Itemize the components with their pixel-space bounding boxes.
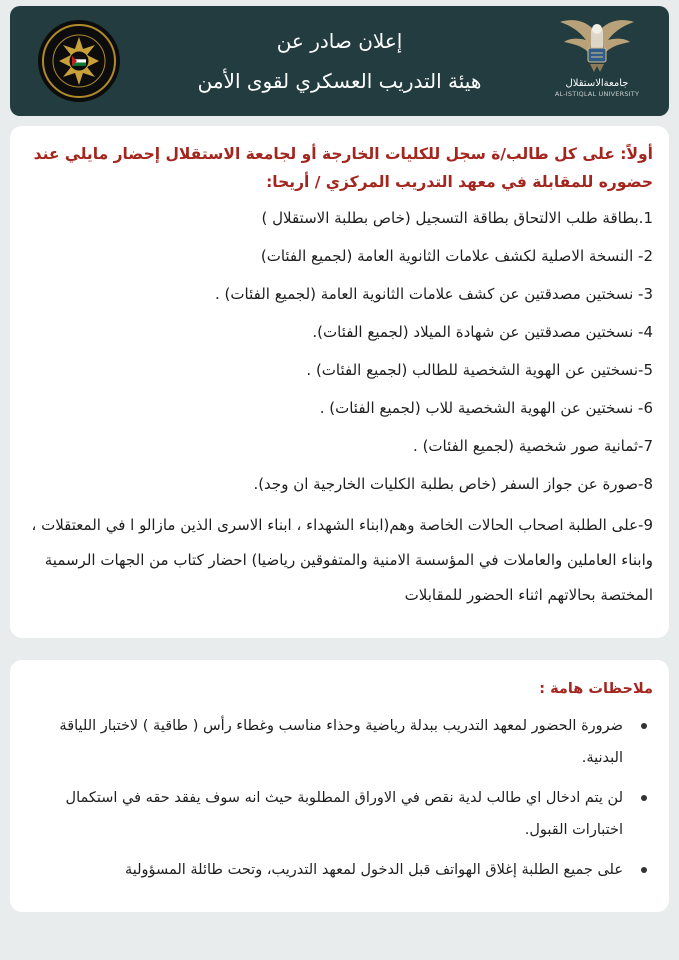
university-name-english: AL-ISTIQLAL UNIVERSITY xyxy=(554,90,640,98)
requirement-item: 5-نسختين عن الهوية الشخصية للطالب (لجميع الفئات) . xyxy=(306,361,653,379)
requirement-item: 6- نسختين عن الهوية الشخصية للاب (لجميع الفئات) . xyxy=(319,399,653,417)
header-commission-name: هيئة التدريب العسكري لقوى الأمن xyxy=(197,69,482,93)
note-item xyxy=(24,782,653,846)
note-text: على جميع الطلبة إغلاق الهواتف قبل الدخول لمعهد التدريب، وتحت طائلة المسؤولية xyxy=(124,862,623,878)
notes-card xyxy=(10,660,669,912)
note-text: لن يتم ادخال اي طالب لدية نقص في الاوراق المطلوبة حيث انه سوف يفقد حقه في استكمال اختبارات القبول. xyxy=(65,790,623,838)
requirement-item: 7-ثمانية صور شخصية (لجميع الفئات) . xyxy=(413,437,653,455)
eagle-icon xyxy=(558,14,636,76)
bullet-icon xyxy=(641,795,647,801)
requirements-intro: أولاً: على كل طالب/ة سجل للكليات الخارجة أو لجامعة الاستقلال إحضار مايلي عند حضوره للمقابلة في معهد التدريب المركزي / أريحا: xyxy=(33,145,653,191)
note-text: ضرورة الحضور لمعهد التدريب ببدلة رياضية وحذاء مناسب وغطاء رأس ( طاقية ) لاختبار اللياقة البدنية. xyxy=(59,718,623,766)
requirement-item: 4- نسختين مصدقتين عن شهادة الميلاد (لجميع الفئات). xyxy=(312,323,653,341)
university-logo xyxy=(549,14,645,112)
header-titles xyxy=(150,6,529,116)
bullet-icon xyxy=(641,867,647,873)
requirements-card xyxy=(10,126,669,638)
requirement-item: 2- النسخة الاصلية لكشف علامات الثانوية العامة (لجميع الفئات) xyxy=(260,247,653,265)
requirement-item: 8-صورة عن جواز السفر (خاص بطلبة الكليات الخارجية ان وجد). xyxy=(253,475,653,493)
header-issued-by: إعلان صادر عن xyxy=(276,29,403,53)
seal-emblem-icon xyxy=(41,23,117,99)
notes-list xyxy=(24,710,653,886)
note-item xyxy=(24,854,653,886)
requirements-list xyxy=(24,204,653,613)
announcement-header xyxy=(10,6,669,116)
requirement-item: 1.بطاقة طلب الالتحاق بطاقة التسجيل (خاص بطلبة الاستقلال ) xyxy=(261,209,653,227)
notes-title: ملاحظات هامة : xyxy=(539,681,653,697)
training-commission-seal xyxy=(38,20,120,102)
bullet-icon xyxy=(641,723,647,729)
note-item xyxy=(24,710,653,774)
requirement-item: 9-على الطلبة اصحاب الحالات الخاصة وهم(ابناء الشهداء ، ابناء الاسرى الذين مازالو ا في المعتقلات ، وابناء العاملين والعاملات في المؤسسة الامنية والمتفوقين رياضيا) احضار كتاب من الجهات الرسمية المختصة بحالاتهم اثناء الحضور للمقابلات xyxy=(31,516,653,604)
university-name-arabic: جامعةالاستقلال xyxy=(565,78,629,89)
requirement-item: 3- نسختين مصدقتين عن كشف علامات الثانوية العامة (لجميع الفئات) . xyxy=(215,285,653,303)
